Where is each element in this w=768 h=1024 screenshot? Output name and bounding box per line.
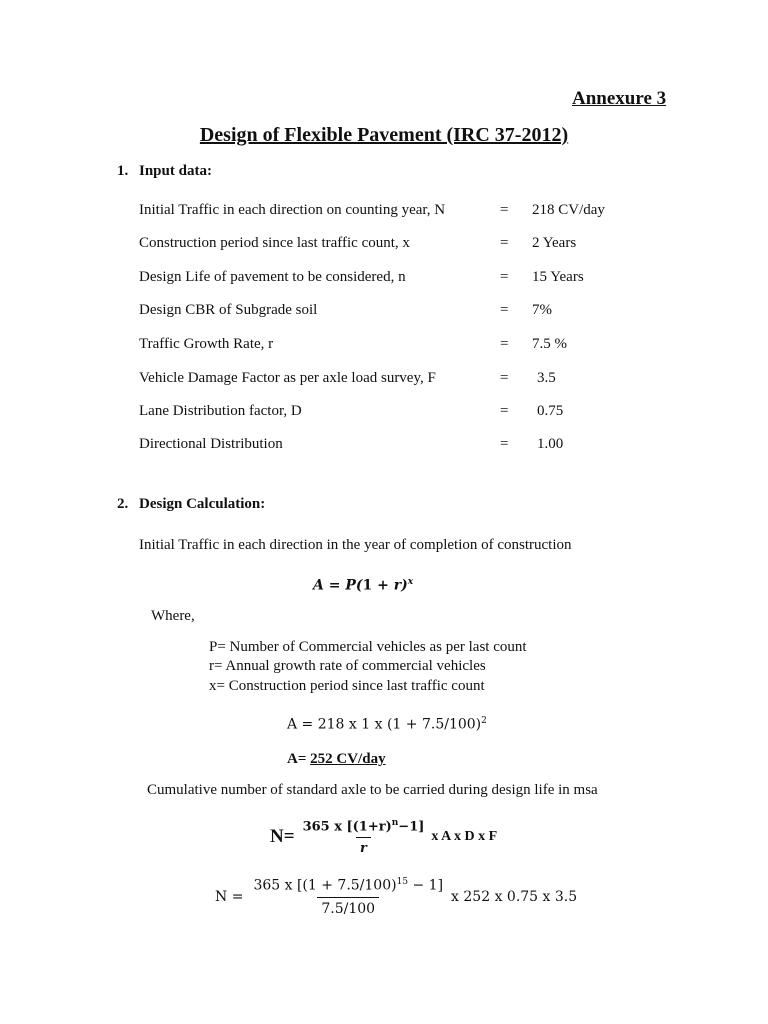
equals-sign: = — [500, 370, 509, 386]
input-value: 0.75 — [537, 403, 564, 419]
formula-exponent: 2 — [481, 716, 487, 726]
numerator-text: 365 x [(1 + 7.5/100) — [253, 877, 397, 894]
equals-sign: = — [500, 302, 509, 318]
section-heading: Input data: — [139, 163, 212, 179]
document-title: Design of Flexible Pavement (IRC 37-2012) — [199, 124, 569, 146]
formula-exponent: x — [407, 577, 414, 587]
annexure-label: Annexure 3 — [572, 88, 667, 109]
formula-tail: x A x D x F — [431, 829, 498, 845]
result-prefix: A= — [287, 751, 311, 767]
input-label: Design Life of pavement to be considered, n — [139, 269, 406, 285]
definition-p: P= Number of Commercial vehicles as per last count — [209, 639, 527, 655]
formula-fraction — [299, 818, 429, 856]
equals-sign: = — [500, 403, 509, 419]
input-label: Design CBR of Subgrade soil — [139, 302, 318, 318]
formula-substituted — [287, 716, 487, 733]
fraction-numerator — [299, 818, 429, 837]
fraction-numerator — [249, 877, 447, 897]
input-value: 7% — [532, 302, 552, 318]
input-value: 1.00 — [537, 436, 564, 452]
formula-text: A = 218 x 1 x (1 + 7.5/100) — [287, 716, 482, 733]
definition-x: x= Construction period since last traffic count — [209, 678, 485, 694]
input-label: Directional Distribution — [139, 436, 283, 452]
formula-rest: + r) — [372, 577, 408, 594]
where-label: Where, — [151, 608, 195, 624]
input-value: 3.5 — [537, 370, 556, 386]
cumulative-description: Cumulative number of standard axle to be carried during design life in msa — [147, 782, 598, 798]
section-design-calculation — [117, 496, 265, 513]
formula-lhs: A = P( — [313, 577, 363, 594]
numerator-end: − 1] — [408, 877, 444, 894]
numerator-exponent: 15 — [396, 877, 409, 887]
section-input-data — [117, 163, 212, 180]
formula-cumulative-general — [270, 818, 497, 856]
section-number: 2. — [117, 496, 129, 512]
input-label: Vehicle Damage Factor as per axle load survey, F — [139, 370, 436, 386]
numerator-exponent: n — [391, 818, 399, 828]
input-label: Initial Traffic in each direction on counting year, N — [139, 202, 446, 218]
formula-initial-traffic — [313, 577, 413, 594]
fraction-denominator: 7.5/100 — [317, 897, 379, 917]
equals-sign: = — [500, 436, 509, 452]
equals-sign: = — [500, 235, 509, 251]
definition-r: r= Annual growth rate of commercial vehicles — [209, 658, 486, 674]
input-label: Construction period since last traffic count, x — [139, 235, 410, 251]
formula-fraction — [249, 877, 447, 917]
input-label: Lane Distribution factor, D — [139, 403, 302, 419]
numerator-end: −1] — [398, 819, 425, 835]
calc-intro: Initial Traffic in each direction in the year of completion of construction — [139, 537, 572, 553]
formula-tail: x 252 x 0.75 x 3.5 — [451, 888, 578, 905]
section-number: 1. — [117, 163, 129, 179]
input-value: 2 Years — [532, 235, 577, 251]
result-value: 252 CV/day — [310, 751, 386, 767]
formula-cumulative-substituted — [215, 877, 577, 917]
formula-lhs: N = — [215, 888, 244, 905]
input-value: 15 Years — [532, 269, 584, 285]
input-value: 7.5 % — [532, 336, 567, 352]
fraction-denominator: r — [356, 837, 371, 856]
numerator-text: 365 x [(1+r) — [302, 819, 392, 835]
formula-one: 1 — [362, 577, 373, 594]
input-label: Traffic Growth Rate, r — [139, 336, 274, 352]
equals-sign: = — [500, 202, 509, 218]
equals-sign: = — [500, 336, 509, 352]
section-heading: Design Calculation: — [139, 496, 266, 512]
initial-traffic-result — [287, 751, 386, 768]
formula-lhs: N= — [270, 826, 295, 848]
input-value: 218 CV/day — [532, 202, 605, 218]
equals-sign: = — [500, 269, 509, 285]
